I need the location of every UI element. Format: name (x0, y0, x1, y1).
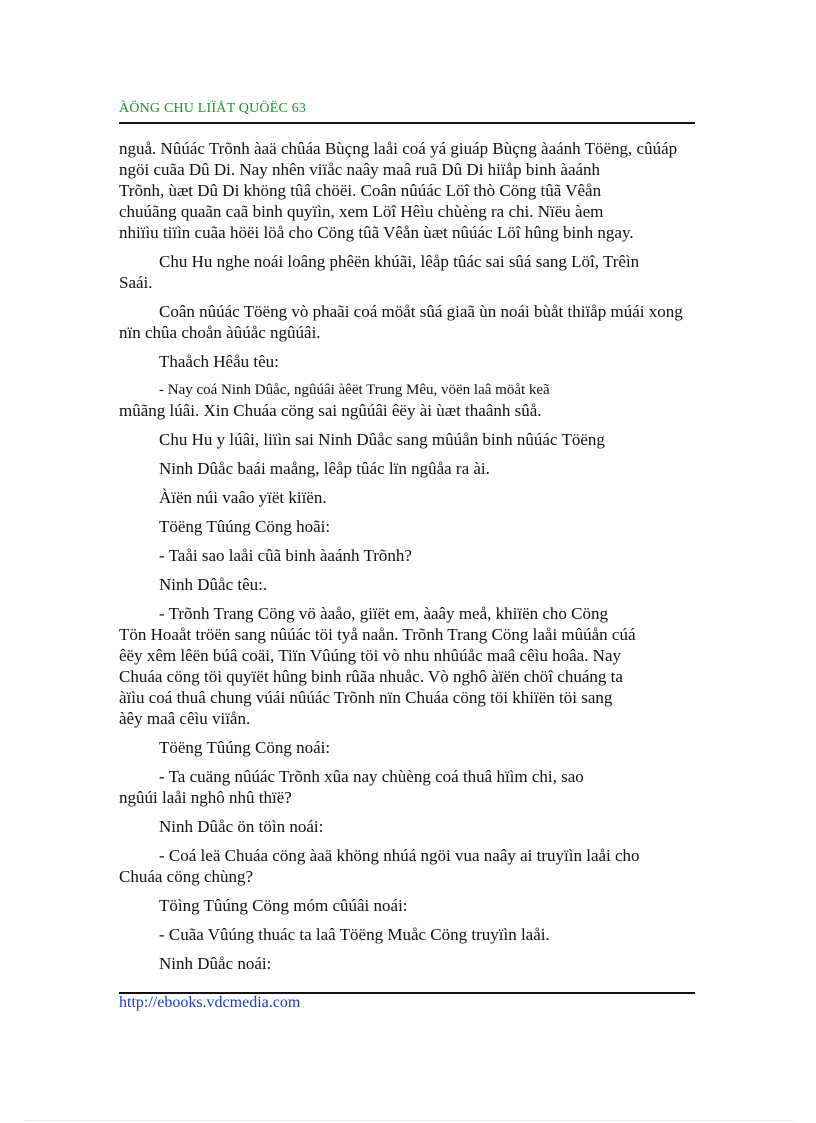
paragraph: Àïën núi vaâo yïët kiïën. (159, 488, 327, 507)
header-divider (119, 122, 695, 124)
paragraph: Thaåch Hêåu têu: (159, 352, 279, 371)
paragraph: - Trõnh Trang Cöng vö àaåo, giïët em, àaây meå, khiïën cho Cöng Tön Hoaåt tröën sang nûúác töi tyå naån. Trõnh Trang Cöng laåi mûúån cúá êëy xêm lêën búâ coäi, Tiïn Vûúng töi vò nhu nhûúåc maâ cêìu hoâa. Nay Chuáa cöng töi quyïët hûng binh rûãa nhuåc. Vò nghô àïën chöî chuáng ta àïìu coá thuâ chung vúái nûúác Trõnh nïn Chuáa cöng töi khiïën töi sang àêy maâ cêìu viïån. (119, 604, 636, 728)
paragraph: - Cuãa Vûúng thuác ta laâ Töëng Muåc Cöng truyïìn laåi. (159, 925, 550, 944)
paragraph: Töëng Tûúng Cöng noái: (159, 738, 331, 757)
footer-link[interactable]: http://ebooks.vdcmedia.com (119, 994, 301, 1011)
page-bottom-border (24, 1120, 794, 1121)
paragraph: Ninh Dûåc têu:. (159, 575, 268, 594)
page-body (119, 138, 759, 982)
paragraph: Ninh Dûåc baái maång, lêåp tûác lïn ngûåa ra ài. (159, 459, 490, 478)
paragraph: - Ta cuäng nûúác Trõnh xûa nay chùèng coá thuâ hïìm chi, sao ngûúi laåi nghô nhû thïë? (119, 767, 584, 807)
paragraph: Chu Hu y lúâi, liïìn sai Ninh Dûåc sang mûúån binh nûúác Töëng (159, 430, 605, 449)
paragraph: Ninh Dûåc ön töìn noái: (159, 817, 324, 836)
paragraph: nguå. Nûúác Trõnh àaä chûáa Bùçng laåi coá yá giuáp Bùçng àaánh Töëng, cûúáp ngöi cuãa Dû Di. Nay nhên viïåc naây maâ ruã Dû Di hiïåp binh àaánh Trõnh, ùæt Dû Di khöng tûâ chöëi. Coân nûúác Löî thò Cöng tûã Vêån chuúãng quaãn caã binh quyïìn, xem Löî Hêìu chùèng ra chi. Nïëu àem nhiïìu tiïìn cuãa höëi löå cho Cöng tûã Vêån ùæt nûúác Löî hûng binh ngay. (119, 139, 678, 242)
paragraph: Chu Hu nghe noái loâng phêën khúãi, lêåp tûác sai sûá sang Löî, Trêìn Saái. (119, 252, 640, 292)
paragraph: Töìng Tûúng Cöng móm cûúâi noái: (159, 896, 408, 915)
paragraph: - Coá leä Chuáa cöng àaä khöng nhúá ngöi vua naây ai truyïìn laåi cho Chuáa cöng chùng? (119, 846, 640, 886)
paragraph: Ninh Dûåc noái: (159, 954, 272, 973)
paragraph: Coân nûúác Töëng vò phaãi coá möåt sûá giaã ùn noái bùåt thiïåp múái xong nïn chûa choån àûúåc ngûúâi. (119, 302, 683, 342)
running-header: ÀÖNG CHU LIÏÅT QUÖËC 63 (119, 101, 307, 116)
paragraph: mûãng lúâi. Xin Chuáa cöng sai ngûúâi êëy ài ùæt thaânh sûå. (119, 401, 542, 420)
paragraph: Töëng Tûúng Cöng hoãi: (159, 517, 331, 536)
paragraph: - Taåi sao laåi cûã binh àaánh Trõnh? (159, 546, 412, 565)
dialogue-line-small: - Nay coá Ninh Dûåc, ngûúâi àêët Trung Mêu, vöën laâ möåt keã (159, 382, 550, 398)
